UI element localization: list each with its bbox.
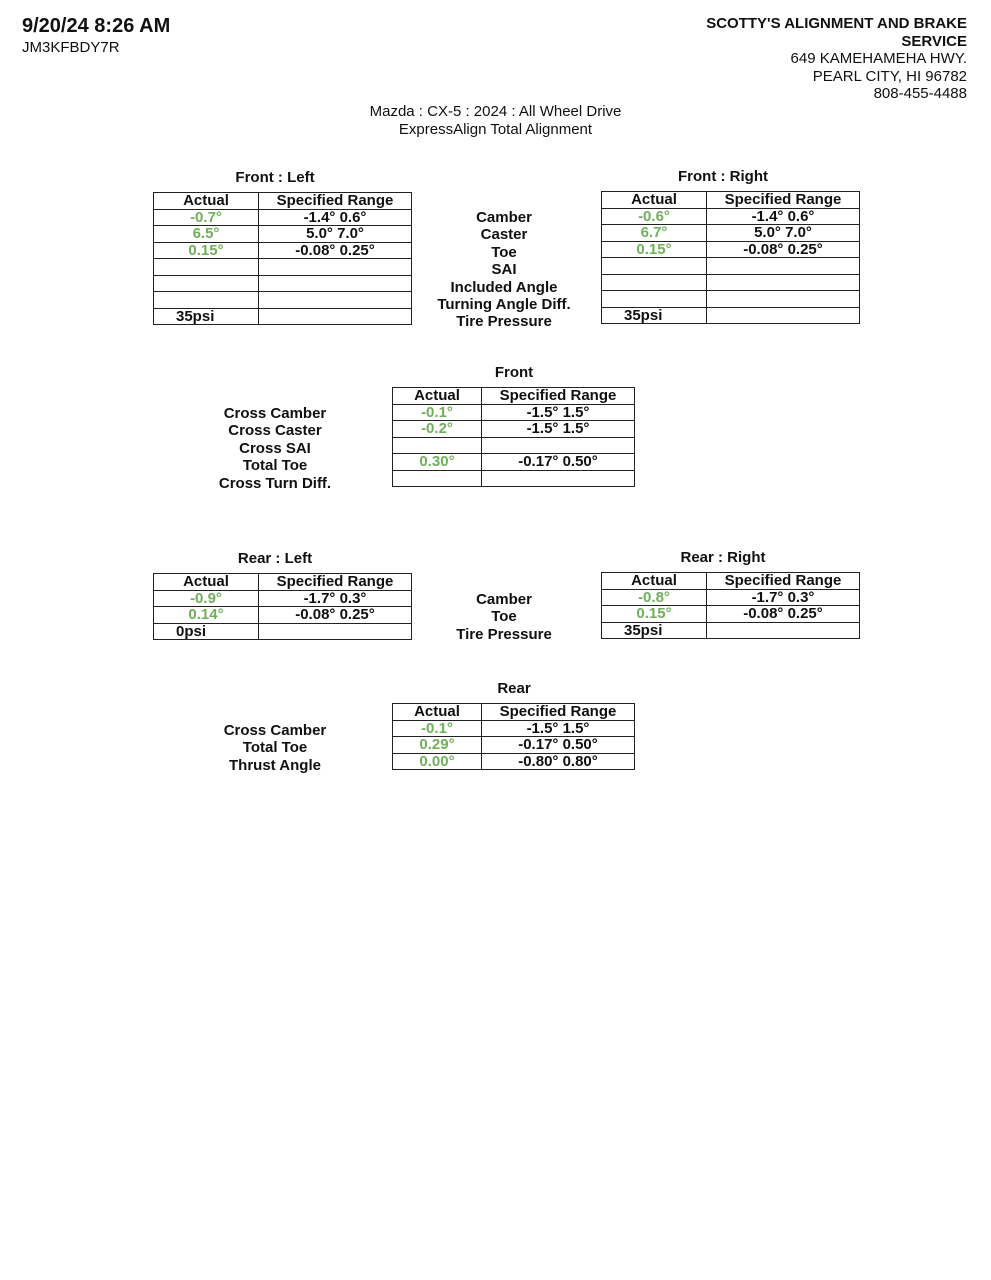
rear-cross-table [392, 703, 635, 770]
specified-range-value: -1.5° 1.5° [482, 404, 635, 421]
specified-range-value [707, 274, 860, 291]
front-cross-row [393, 470, 635, 487]
shop-name-line1: SCOTTY'S ALIGNMENT AND BRAKE [706, 15, 967, 32]
rear-cross-header-row [393, 704, 635, 721]
actual-value: 0.15° [602, 606, 707, 623]
actual-value: 0.15° [602, 241, 707, 258]
measurement-label: Caster [480, 226, 528, 244]
front-left-row [154, 292, 412, 309]
front-right-row [602, 225, 860, 242]
specified-range-value: 5.0° 7.0° [259, 226, 412, 243]
specified-range-value: -0.08° 0.25° [707, 606, 860, 623]
front-right-row [602, 208, 860, 225]
actual-value [393, 437, 482, 454]
measurement-label: Included Angle [450, 278, 558, 296]
rear-right-title: Rear : Right [680, 549, 766, 566]
specified-range-value [259, 259, 412, 276]
rear-right-row [602, 622, 860, 639]
measurement-label: Thrust Angle [229, 756, 321, 774]
actual-value: 35psi [602, 622, 707, 639]
specified-range-value: -1.5° 1.5° [482, 421, 635, 438]
measurement-label: Total Toe [242, 739, 308, 757]
actual-value: -0.2° [393, 421, 482, 438]
specified-range-value: -0.17° 0.50° [482, 737, 635, 754]
specified-range-value [259, 292, 412, 309]
front-left-table [153, 192, 412, 325]
actual-value: -0.7° [154, 209, 259, 226]
front-left-row [154, 209, 412, 226]
actual-value: 35psi [154, 308, 259, 325]
measurement-label: Turning Angle Diff. [437, 296, 571, 314]
specified-range-value [707, 622, 860, 639]
measurement-label: Cross Camber [223, 722, 327, 739]
specified-range-value [482, 470, 635, 487]
actual-value: -0.9° [154, 590, 259, 607]
rear-cross-title: Rear [497, 680, 531, 697]
actual-value: -0.1° [393, 404, 482, 421]
actual-value [154, 259, 259, 276]
actual-value: 0.14° [154, 607, 259, 624]
specified-range-value: -1.4° 0.6° [707, 208, 860, 225]
measurement-label: Cross Turn Diff. [218, 474, 332, 492]
front-cross-row [393, 437, 635, 454]
rear-left-row [154, 623, 412, 640]
specified-range-column-header: Specified Range [482, 388, 635, 405]
specified-range-value [482, 437, 635, 454]
actual-column-header: Actual [154, 574, 259, 591]
vin-number: JM3KFBDY7R [22, 39, 120, 56]
specified-range-value [259, 308, 412, 325]
shop-address2: PEARL CITY, HI 96782 [812, 67, 967, 85]
actual-value: 0.00° [393, 753, 482, 770]
measurement-label: Cross SAI [239, 439, 311, 457]
measurement-label: Cross Camber [223, 405, 327, 422]
front-right-row [602, 307, 860, 324]
specified-range-value [707, 307, 860, 324]
front-right-row [602, 274, 860, 291]
measurement-label: Toe [491, 608, 517, 626]
specified-range-column-header: Specified Range [259, 193, 412, 210]
specified-range-value: -0.08° 0.25° [259, 242, 412, 259]
front-cross-row [393, 404, 635, 421]
front-left-row [154, 226, 412, 243]
measurement-label: Cross Caster [228, 422, 322, 440]
front-right-row [602, 291, 860, 308]
report-datetime: 9/20/24 8:26 AM [22, 15, 171, 37]
rear-right-row [602, 589, 860, 606]
measurement-label: SAI [491, 261, 517, 279]
front-left-row [154, 275, 412, 292]
front-cross-title: Front [494, 364, 534, 381]
front-right-row [602, 258, 860, 275]
front-right-title: Front : Right [678, 168, 768, 185]
measurement-label: Camber [476, 591, 532, 608]
front-left-row [154, 242, 412, 259]
actual-value: 0psi [154, 623, 259, 640]
actual-value [602, 291, 707, 308]
actual-column-header: Actual [393, 388, 482, 405]
actual-value: 35psi [602, 307, 707, 324]
shop-info [706, 15, 967, 103]
specified-range-value: -1.7° 0.3° [707, 589, 860, 606]
specified-range-value: -1.4° 0.6° [259, 209, 412, 226]
specified-range-column-header: Specified Range [482, 704, 635, 721]
actual-value: -0.6° [602, 208, 707, 225]
specified-range-value: -1.5° 1.5° [482, 720, 635, 737]
alignment-type: ExpressAlign Total Alignment [398, 121, 593, 138]
specified-range-value [259, 623, 412, 640]
front-left-row [154, 259, 412, 276]
rear-left-header-row [154, 574, 412, 591]
specified-range-value [259, 275, 412, 292]
front-cross-labels [175, 405, 375, 492]
actual-value [602, 274, 707, 291]
actual-column-header: Actual [154, 193, 259, 210]
specified-range-column-header: Specified Range [707, 192, 860, 209]
actual-column-header: Actual [393, 704, 482, 721]
front-right-table [601, 191, 860, 324]
rear-cross-row [393, 720, 635, 737]
front-left-header-row [154, 193, 412, 210]
front-measurement-labels [404, 209, 604, 331]
measurement-label: Camber [476, 209, 532, 226]
front-cross-table [392, 387, 635, 487]
front-cross-row [393, 421, 635, 438]
rear-cross-labels [175, 722, 375, 774]
specified-range-value [707, 291, 860, 308]
measurement-label: Tire Pressure [456, 313, 552, 331]
rear-left-table [153, 573, 412, 640]
measurement-label: Tire Pressure [456, 625, 552, 643]
rear-right-table [601, 572, 860, 639]
actual-value [602, 258, 707, 275]
rear-cross-row [393, 753, 635, 770]
actual-value: -0.1° [393, 720, 482, 737]
rear-left-title: Rear : Left [237, 550, 313, 567]
actual-value [393, 470, 482, 487]
specified-range-value: -0.08° 0.25° [259, 607, 412, 624]
specified-range-value: -0.08° 0.25° [707, 241, 860, 258]
actual-value: -0.8° [602, 589, 707, 606]
specified-range-value [707, 258, 860, 275]
specified-range-value: -1.7° 0.3° [259, 590, 412, 607]
front-right-header-row [602, 192, 860, 209]
actual-value: 6.5° [154, 226, 259, 243]
front-cross-row [393, 454, 635, 471]
shop-address1: 649 KAMEHAMEHA HWY. [790, 50, 967, 67]
vehicle-description: Mazda : CX-5 : 2024 : All Wheel Drive [369, 103, 622, 120]
rear-right-header-row [602, 573, 860, 590]
rear-measurement-labels [404, 591, 604, 643]
rear-cross-row [393, 737, 635, 754]
actual-column-header: Actual [602, 573, 707, 590]
rear-right-row [602, 606, 860, 623]
rear-left-row [154, 590, 412, 607]
measurement-label: Total Toe [242, 457, 308, 475]
actual-value: 0.29° [393, 737, 482, 754]
actual-value [154, 275, 259, 292]
actual-column-header: Actual [602, 192, 707, 209]
specified-range-value: -0.17° 0.50° [482, 454, 635, 471]
specified-range-column-header: Specified Range [707, 573, 860, 590]
shop-phone: 808-455-4488 [873, 85, 967, 102]
specified-range-value: -0.80° 0.80° [482, 753, 635, 770]
measurement-label: Toe [491, 243, 517, 261]
front-cross-header-row [393, 388, 635, 405]
rear-left-row [154, 607, 412, 624]
specified-range-column-header: Specified Range [259, 574, 412, 591]
actual-value [154, 292, 259, 309]
shop-name-line2: SERVICE [901, 32, 967, 50]
vehicle-info [0, 103, 991, 139]
front-left-title: Front : Left [235, 169, 315, 186]
front-right-row [602, 241, 860, 258]
specified-range-value: 5.0° 7.0° [707, 225, 860, 242]
front-left-row [154, 308, 412, 325]
actual-value: 0.30° [393, 454, 482, 471]
actual-value: 6.7° [602, 225, 707, 242]
actual-value: 0.15° [154, 242, 259, 259]
